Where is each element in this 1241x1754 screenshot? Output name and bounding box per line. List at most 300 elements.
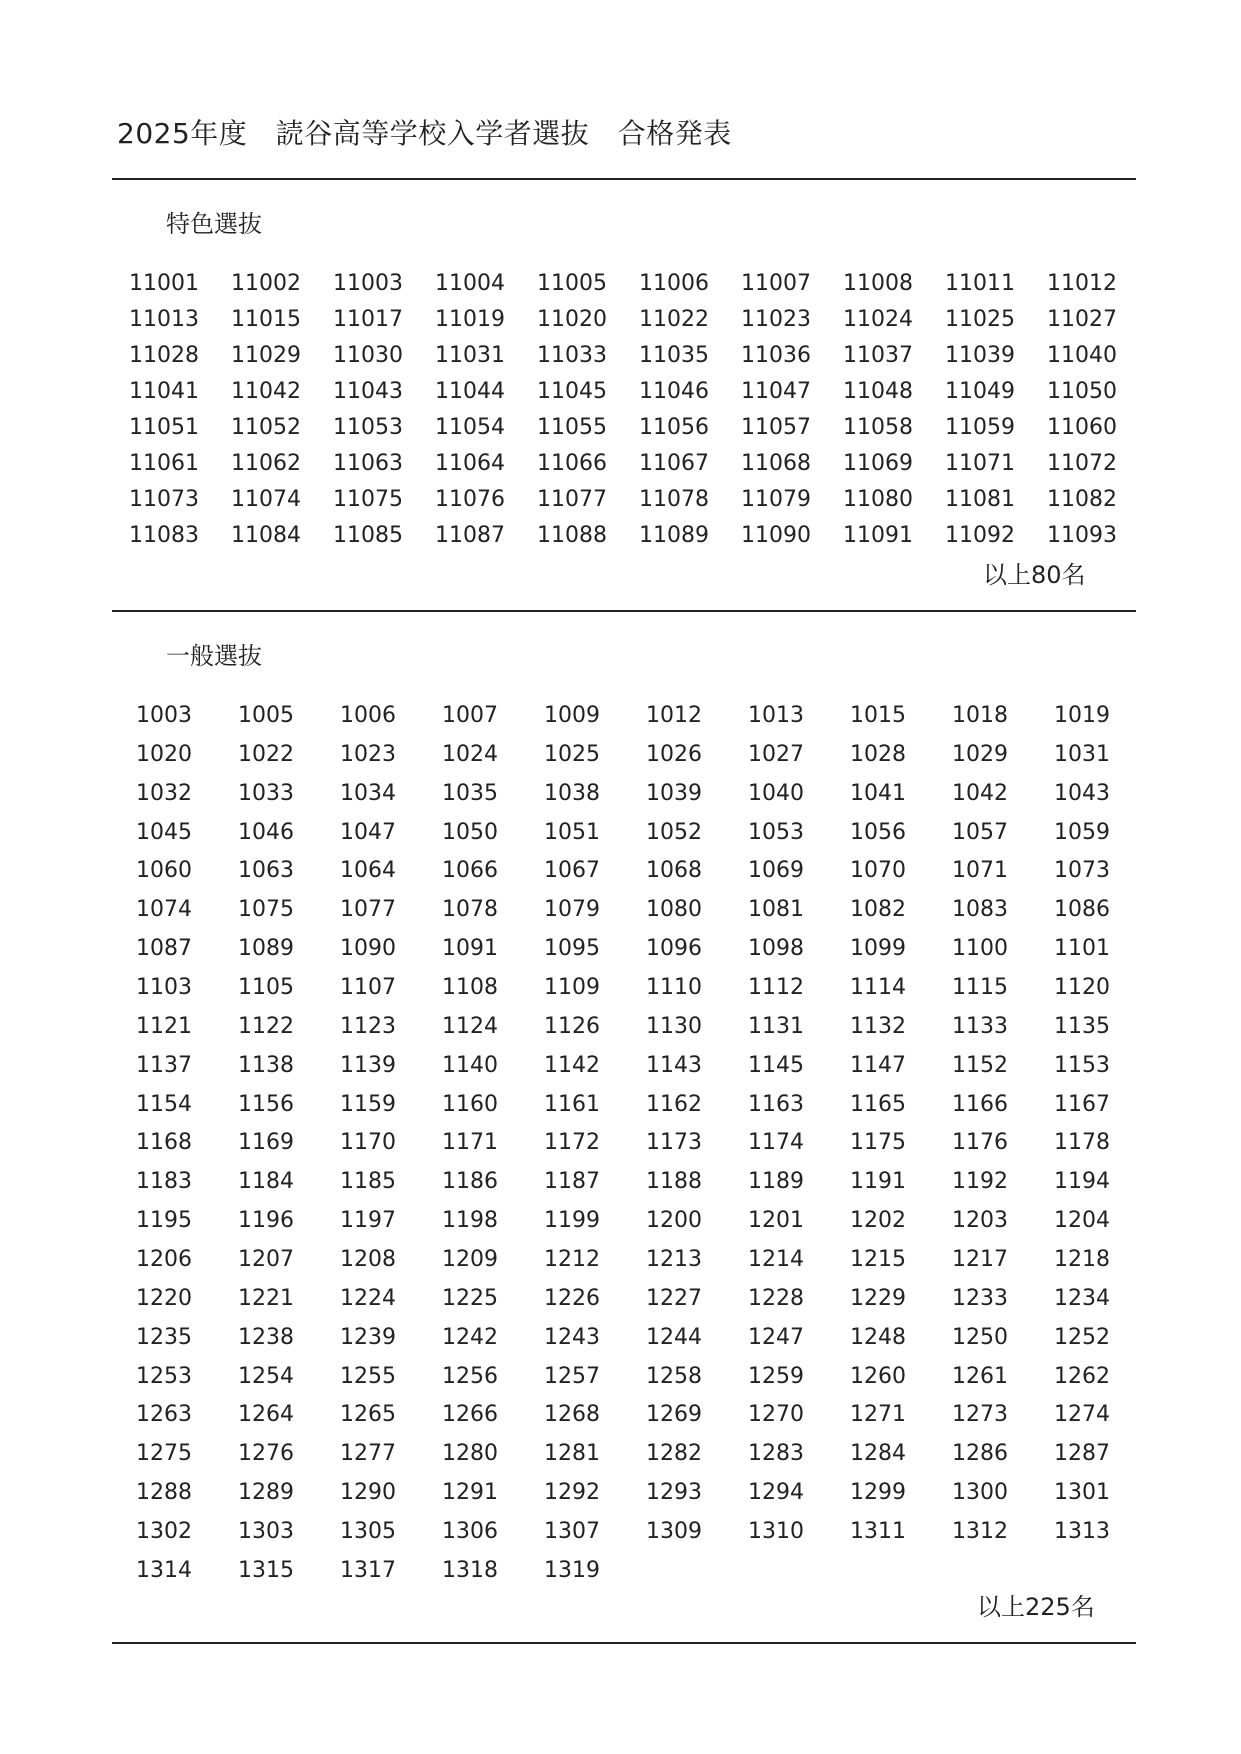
applicant-number: 1202 [850, 1208, 906, 1234]
applicant-number: 1226 [544, 1285, 600, 1311]
applicant-number: 11079 [741, 487, 811, 512]
applicant-number: 1203 [952, 1208, 1008, 1234]
applicant-number: 1059 [1054, 819, 1110, 845]
applicant-number: 1307 [544, 1519, 600, 1545]
applicant-number: 11073 [129, 487, 199, 512]
applicant-number: 11090 [741, 523, 811, 548]
applicant-number: 1301 [1054, 1480, 1110, 1506]
applicant-number: 1273 [952, 1402, 1008, 1428]
applicant-number: 1314 [136, 1557, 192, 1583]
applicant-number: 1042 [952, 780, 1008, 806]
applicant-number: 11085 [333, 523, 403, 548]
applicant-number: 1256 [442, 1363, 498, 1389]
applicant-number: 1260 [850, 1363, 906, 1389]
applicant-number: 11077 [537, 487, 607, 512]
applicant-number: 1268 [544, 1402, 600, 1428]
applicant-number: 1229 [850, 1285, 906, 1311]
applicant-number: 11028 [129, 343, 199, 368]
applicant-number: 1046 [238, 819, 294, 845]
applicant-number: 1070 [850, 858, 906, 884]
applicant-number: 11059 [945, 415, 1015, 440]
applicant-number: 11041 [129, 379, 199, 404]
applicant-number: 1224 [340, 1285, 396, 1311]
applicant-number: 1207 [238, 1247, 294, 1273]
applicant-number: 1204 [1054, 1208, 1110, 1234]
applicant-number: 1293 [646, 1480, 702, 1506]
applicant-number: 11022 [639, 307, 709, 332]
applicant-number: 1082 [850, 897, 906, 923]
applicant-number: 1012 [646, 703, 702, 728]
applicant-number: 11048 [843, 379, 913, 404]
applicant-number: 11007 [741, 271, 811, 296]
applicant-number: 11005 [537, 271, 607, 296]
applicant-number: 1013 [748, 703, 804, 728]
applicant-number: 1187 [544, 1169, 600, 1195]
applicant-number: 1152 [952, 1052, 1008, 1078]
applicant-number: 1099 [850, 936, 906, 962]
applicant-number: 1201 [748, 1208, 804, 1234]
applicant-number: 1198 [442, 1208, 498, 1234]
applicant-number: 1038 [544, 780, 600, 806]
applicant-number: 1172 [544, 1130, 600, 1156]
applicant-number: 1057 [952, 819, 1008, 845]
applicant-number: 11030 [333, 343, 403, 368]
ippan-total: 以上225名 [977, 1593, 1095, 1621]
applicant-number: 11081 [945, 487, 1015, 512]
applicant-number: 1264 [238, 1402, 294, 1428]
applicant-number: 1280 [442, 1441, 498, 1467]
applicant-number: 1074 [136, 897, 192, 923]
bottom-divider [112, 1642, 1136, 1644]
applicant-number: 1120 [1054, 975, 1110, 1001]
applicant-number: 1130 [646, 1013, 702, 1039]
applicant-number: 1024 [442, 741, 498, 767]
applicant-number: 11066 [537, 451, 607, 476]
applicant-number: 11049 [945, 379, 1015, 404]
applicant-number: 1095 [544, 936, 600, 962]
applicant-number: 1133 [952, 1013, 1008, 1039]
applicant-number: 1089 [238, 936, 294, 962]
applicant-number: 1312 [952, 1519, 1008, 1545]
applicant-number: 1284 [850, 1441, 906, 1467]
applicant-number: 1160 [442, 1091, 498, 1117]
applicant-number: 11029 [231, 343, 301, 368]
applicant-number: 11060 [1047, 415, 1117, 440]
applicant-number: 1195 [136, 1208, 192, 1234]
applicant-number: 11053 [333, 415, 403, 440]
applicant-number: 1064 [340, 858, 396, 884]
applicant-number: 1305 [340, 1519, 396, 1545]
applicant-number: 1286 [952, 1441, 1008, 1467]
applicant-number: 11040 [1047, 343, 1117, 368]
applicant-number: 1027 [748, 741, 804, 767]
applicant-number: 1186 [442, 1169, 498, 1195]
applicant-number: 1291 [442, 1480, 498, 1506]
applicant-number: 1069 [748, 858, 804, 884]
applicant-number: 1090 [340, 936, 396, 962]
applicant-number: 1217 [952, 1247, 1008, 1273]
applicant-number: 1175 [850, 1130, 906, 1156]
applicant-number: 11075 [333, 487, 403, 512]
applicant-number: 1199 [544, 1208, 600, 1234]
applicant-number: 11020 [537, 307, 607, 332]
applicant-number: 1073 [1054, 858, 1110, 884]
applicant-number: 1109 [544, 975, 600, 1001]
applicant-number: 11055 [537, 415, 607, 440]
applicant-number: 1066 [442, 858, 498, 884]
applicant-number: 1262 [1054, 1363, 1110, 1389]
applicant-number: 1168 [136, 1130, 192, 1156]
applicant-number: 1227 [646, 1285, 702, 1311]
applicant-number: 1247 [748, 1324, 804, 1350]
applicant-number: 1067 [544, 858, 600, 884]
applicant-number: 11017 [333, 307, 403, 332]
applicant-number: 1258 [646, 1363, 702, 1389]
applicant-number: 1031 [1054, 741, 1110, 767]
applicant-number: 1007 [442, 703, 498, 728]
applicant-number: 1196 [238, 1208, 294, 1234]
applicant-number: 1045 [136, 819, 192, 845]
applicant-number: 11002 [231, 271, 301, 296]
applicant-number: 1035 [442, 780, 498, 806]
applicant-number: 1261 [952, 1363, 1008, 1389]
applicant-number: 1184 [238, 1169, 294, 1195]
title-divider [112, 178, 1136, 180]
applicant-number: 1079 [544, 897, 600, 923]
applicant-number: 1050 [442, 819, 498, 845]
applicant-number: 1108 [442, 975, 498, 1001]
applicant-number: 11045 [537, 379, 607, 404]
applicant-number: 11064 [435, 451, 505, 476]
applicant-number: 1077 [340, 897, 396, 923]
applicant-number: 1310 [748, 1519, 804, 1545]
applicant-number: 1091 [442, 936, 498, 962]
applicant-number: 1276 [238, 1441, 294, 1467]
applicant-number: 1309 [646, 1519, 702, 1545]
applicant-number: 11024 [843, 307, 913, 332]
applicant-number: 1171 [442, 1130, 498, 1156]
applicant-number: 11012 [1047, 271, 1117, 296]
applicant-number: 1132 [850, 1013, 906, 1039]
applicant-number: 1311 [850, 1519, 906, 1545]
applicant-number: 1115 [952, 975, 1008, 1001]
applicant-number: 1235 [136, 1324, 192, 1350]
applicant-number: 1131 [748, 1013, 804, 1039]
applicant-number: 11043 [333, 379, 403, 404]
applicant-number: 11058 [843, 415, 913, 440]
applicant-number: 11088 [537, 523, 607, 548]
applicant-number: 11052 [231, 415, 301, 440]
page-title: 2025年度 読谷高等学校入学者選抜 合格発表 [117, 117, 732, 150]
applicant-number: 1145 [748, 1052, 804, 1078]
applicant-number: 11023 [741, 307, 811, 332]
applicant-number: 1206 [136, 1247, 192, 1273]
applicant-number: 1028 [850, 741, 906, 767]
applicant-number: 1289 [238, 1480, 294, 1506]
applicant-number: 1192 [952, 1169, 1008, 1195]
applicant-number: 1252 [1054, 1324, 1110, 1350]
applicant-number: 11039 [945, 343, 1015, 368]
applicant-number: 1126 [544, 1013, 600, 1039]
applicant-number: 1271 [850, 1402, 906, 1428]
applicant-number: 1003 [136, 703, 192, 728]
applicant-number: 1253 [136, 1363, 192, 1389]
applicant-number: 1147 [850, 1052, 906, 1078]
applicant-number: 1040 [748, 780, 804, 806]
applicant-number: 1294 [748, 1480, 804, 1506]
applicant-number: 1075 [238, 897, 294, 923]
applicant-number: 1300 [952, 1480, 1008, 1506]
applicant-number: 1266 [442, 1402, 498, 1428]
applicant-number: 1283 [748, 1441, 804, 1467]
applicant-number: 1233 [952, 1285, 1008, 1311]
applicant-number: 1165 [850, 1091, 906, 1117]
applicant-number: 1200 [646, 1208, 702, 1234]
applicant-number: 1018 [952, 703, 1008, 728]
applicant-number: 1142 [544, 1052, 600, 1078]
applicant-number: 11011 [945, 271, 1015, 296]
applicant-number: 1161 [544, 1091, 600, 1117]
applicant-number: 11015 [231, 307, 301, 332]
applicant-number: 1173 [646, 1130, 702, 1156]
applicant-number: 1122 [238, 1013, 294, 1039]
applicant-number: 1110 [646, 975, 702, 1001]
applicant-number: 1167 [1054, 1091, 1110, 1117]
applicant-number: 1138 [238, 1052, 294, 1078]
applicant-number: 1191 [850, 1169, 906, 1195]
applicant-number: 1162 [646, 1091, 702, 1117]
applicant-number: 1185 [340, 1169, 396, 1195]
applicant-number: 1306 [442, 1519, 498, 1545]
applicant-number: 11078 [639, 487, 709, 512]
applicant-number: 11013 [129, 307, 199, 332]
applicant-number: 1015 [850, 703, 906, 728]
applicant-number: 1209 [442, 1247, 498, 1273]
applicant-number: 1100 [952, 936, 1008, 962]
applicant-number: 11057 [741, 415, 811, 440]
applicant-number: 1114 [850, 975, 906, 1001]
applicant-number: 1208 [340, 1247, 396, 1273]
applicant-number: 1183 [136, 1169, 192, 1195]
applicant-number: 1257 [544, 1363, 600, 1389]
applicant-number: 1086 [1054, 897, 1110, 923]
applicant-number: 11004 [435, 271, 505, 296]
applicant-number: 1178 [1054, 1130, 1110, 1156]
applicant-number: 11080 [843, 487, 913, 512]
applicant-number: 1019 [1054, 703, 1110, 728]
applicant-number: 1098 [748, 936, 804, 962]
applicant-number: 1255 [340, 1363, 396, 1389]
applicant-number: 1259 [748, 1363, 804, 1389]
applicant-number: 1281 [544, 1441, 600, 1467]
applicant-number: 1041 [850, 780, 906, 806]
applicant-number: 1265 [340, 1402, 396, 1428]
applicant-number: 1213 [646, 1247, 702, 1273]
applicant-number: 1153 [1054, 1052, 1110, 1078]
applicant-number: 1282 [646, 1441, 702, 1467]
applicant-number: 1238 [238, 1324, 294, 1350]
applicant-number: 1006 [340, 703, 396, 728]
applicant-number: 11093 [1047, 523, 1117, 548]
applicant-number: 1096 [646, 936, 702, 962]
applicant-number: 1135 [1054, 1013, 1110, 1039]
applicant-number: 1292 [544, 1480, 600, 1506]
applicant-number: 11068 [741, 451, 811, 476]
applicant-number: 11082 [1047, 487, 1117, 512]
applicant-number: 11051 [129, 415, 199, 440]
applicant-number: 1103 [136, 975, 192, 1001]
applicant-number: 11089 [639, 523, 709, 548]
applicant-number: 1176 [952, 1130, 1008, 1156]
applicant-number: 11067 [639, 451, 709, 476]
applicant-number: 11008 [843, 271, 913, 296]
applicant-number: 1071 [952, 858, 1008, 884]
applicant-number: 1319 [544, 1557, 600, 1583]
applicant-number: 1169 [238, 1130, 294, 1156]
applicant-number: 1163 [748, 1091, 804, 1117]
applicant-number: 1274 [1054, 1402, 1110, 1428]
applicant-number: 11092 [945, 523, 1015, 548]
applicant-number: 1189 [748, 1169, 804, 1195]
applicant-number: 11063 [333, 451, 403, 476]
applicant-number: 1242 [442, 1324, 498, 1350]
applicant-number: 1275 [136, 1441, 192, 1467]
applicant-number: 1269 [646, 1402, 702, 1428]
applicant-number: 1051 [544, 819, 600, 845]
applicant-number: 1052 [646, 819, 702, 845]
applicant-number: 1243 [544, 1324, 600, 1350]
applicant-number: 11031 [435, 343, 505, 368]
applicant-number: 11076 [435, 487, 505, 512]
applicant-number: 1009 [544, 703, 600, 728]
applicant-number: 11001 [129, 271, 199, 296]
applicant-number: 1270 [748, 1402, 804, 1428]
applicant-number: 11050 [1047, 379, 1117, 404]
applicant-number: 1039 [646, 780, 702, 806]
applicant-number: 1220 [136, 1285, 192, 1311]
applicant-number: 11084 [231, 523, 301, 548]
applicant-number: 1022 [238, 741, 294, 767]
applicant-number: 1212 [544, 1247, 600, 1273]
applicant-number: 1303 [238, 1519, 294, 1545]
applicant-number: 11036 [741, 343, 811, 368]
tokushoku-section-label: 特色選抜 [166, 210, 262, 238]
ippan-number-grid [113, 697, 1137, 1591]
applicant-number: 1254 [238, 1363, 294, 1389]
applicant-number: 1244 [646, 1324, 702, 1350]
applicant-number: 1313 [1054, 1519, 1110, 1545]
tokushoku-number-grid [113, 266, 1137, 554]
applicant-number: 1060 [136, 858, 192, 884]
applicant-number: 1101 [1054, 936, 1110, 962]
applicant-number: 11062 [231, 451, 301, 476]
applicant-number: 11035 [639, 343, 709, 368]
applicant-number: 1124 [442, 1013, 498, 1039]
applicant-number: 11037 [843, 343, 913, 368]
applicant-number: 1288 [136, 1480, 192, 1506]
applicant-number: 1033 [238, 780, 294, 806]
applicant-number: 1221 [238, 1285, 294, 1311]
applicant-number: 11071 [945, 451, 1015, 476]
applicant-number: 1299 [850, 1480, 906, 1506]
applicant-number: 1121 [136, 1013, 192, 1039]
applicant-number: 1302 [136, 1519, 192, 1545]
section-divider [112, 610, 1136, 612]
applicant-number: 1068 [646, 858, 702, 884]
applicant-number: 11027 [1047, 307, 1117, 332]
applicant-number: 1250 [952, 1324, 1008, 1350]
applicant-number: 1137 [136, 1052, 192, 1078]
applicant-number: 11006 [639, 271, 709, 296]
applicant-number: 11003 [333, 271, 403, 296]
applicant-number: 11074 [231, 487, 301, 512]
applicant-number: 1188 [646, 1169, 702, 1195]
applicant-number: 11046 [639, 379, 709, 404]
applicant-number: 1025 [544, 741, 600, 767]
applicant-number: 11069 [843, 451, 913, 476]
applicant-number: 1107 [340, 975, 396, 1001]
applicant-number: 1078 [442, 897, 498, 923]
applicant-number: 1083 [952, 897, 1008, 923]
applicant-number: 1166 [952, 1091, 1008, 1117]
applicant-number: 1234 [1054, 1285, 1110, 1311]
applicant-number: 1080 [646, 897, 702, 923]
applicant-number: 1032 [136, 780, 192, 806]
applicant-number: 1143 [646, 1052, 702, 1078]
applicant-number: 1034 [340, 780, 396, 806]
applicant-number: 11083 [129, 523, 199, 548]
applicant-number: 1123 [340, 1013, 396, 1039]
applicant-number: 1156 [238, 1091, 294, 1117]
applicant-number: 1214 [748, 1247, 804, 1273]
applicant-number: 11056 [639, 415, 709, 440]
applicant-number: 1063 [238, 858, 294, 884]
applicant-number: 11044 [435, 379, 505, 404]
applicant-number: 1023 [340, 741, 396, 767]
applicant-number: 11033 [537, 343, 607, 368]
applicant-number: 1159 [340, 1091, 396, 1117]
applicant-number: 1277 [340, 1441, 396, 1467]
applicant-number: 1318 [442, 1557, 498, 1583]
applicant-number: 11087 [435, 523, 505, 548]
applicant-number: 1197 [340, 1208, 396, 1234]
applicant-number: 1287 [1054, 1441, 1110, 1467]
applicant-number: 1194 [1054, 1169, 1110, 1195]
applicant-number: 1315 [238, 1557, 294, 1583]
applicant-number: 1215 [850, 1247, 906, 1273]
applicant-number: 1029 [952, 741, 1008, 767]
applicant-number: 1140 [442, 1052, 498, 1078]
applicant-number: 1053 [748, 819, 804, 845]
applicant-number: 1218 [1054, 1247, 1110, 1273]
applicant-number: 1087 [136, 936, 192, 962]
applicant-number: 1026 [646, 741, 702, 767]
applicant-number: 1239 [340, 1324, 396, 1350]
applicant-number: 1105 [238, 975, 294, 1001]
applicant-number: 11072 [1047, 451, 1117, 476]
applicant-number: 1228 [748, 1285, 804, 1311]
applicant-number: 11061 [129, 451, 199, 476]
applicant-number: 1248 [850, 1324, 906, 1350]
applicant-number: 1043 [1054, 780, 1110, 806]
applicant-number: 1317 [340, 1557, 396, 1583]
applicant-number: 1112 [748, 975, 804, 1001]
applicant-number: 1225 [442, 1285, 498, 1311]
applicant-number: 1139 [340, 1052, 396, 1078]
ippan-section-label: 一般選抜 [166, 642, 262, 670]
applicant-number: 1005 [238, 703, 294, 728]
tokushoku-total: 以上80名 [983, 561, 1086, 589]
